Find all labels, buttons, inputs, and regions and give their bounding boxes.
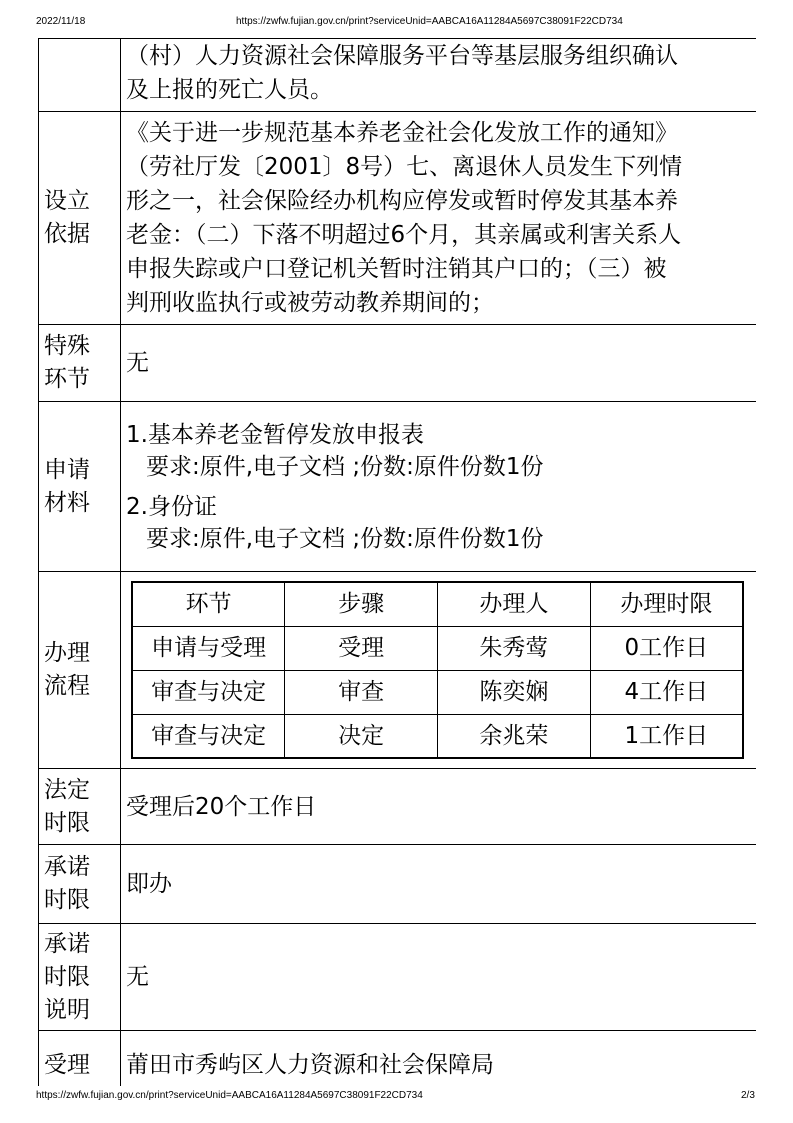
- service-info-table-wrapper: [38, 38, 756, 1086]
- row-acceptance: [39, 1031, 757, 1087]
- service-info-table: [38, 38, 756, 1086]
- text-line: 《关于进一步规范基本养老金社会化发放工作的通知》: [126, 120, 678, 146]
- text-line: 判刑收监执行或被劳动教养期间的；: [126, 290, 494, 316]
- row-process: [39, 572, 757, 769]
- print-date: 2022/11/18: [36, 16, 86, 27]
- row-promise-limit: [39, 845, 757, 924]
- label-line: 说明: [44, 996, 90, 1023]
- print-url-header: https://zwfw.fujian.gov.cn/print?serviceUnid=AABCA16A11284A5697C38091F22CD734: [236, 16, 623, 27]
- process-cell: 审查: [285, 670, 438, 714]
- row-content: [121, 112, 757, 325]
- row-basis: [39, 112, 757, 325]
- label-line: 流程: [44, 673, 90, 699]
- process-row: [132, 714, 743, 758]
- process-row: [132, 626, 743, 670]
- process-cell: 申请与受理: [132, 626, 285, 670]
- row-content: 莆田市秀屿区人力资源和社会保障局: [121, 1031, 757, 1087]
- label-line: 申请: [44, 456, 90, 483]
- row-label: [39, 572, 121, 769]
- row-label: [39, 1031, 121, 1087]
- text-line: （劳社厅发〔2001〕8号）七、离退休人员发生下列情: [126, 154, 683, 180]
- material-requirement: 要求:原件,电子文档 ;份数:原件份数1份: [146, 525, 544, 552]
- material-requirement: 要求:原件,电子文档 ;份数:原件份数1份: [146, 453, 544, 480]
- row-legal-limit: [39, 769, 757, 845]
- label-line: 材料: [44, 489, 90, 516]
- page-number: 2/3: [741, 1090, 755, 1101]
- text-line: 形之一，社会保险经办机构应停发或暂时停发其基本养: [126, 188, 678, 214]
- row-label: [39, 325, 121, 402]
- label-line: 承诺: [44, 930, 90, 957]
- process-header-cell: 办理人: [438, 582, 591, 626]
- row-label: [39, 39, 121, 112]
- process-cell: 审查与决定: [132, 670, 285, 714]
- process-header-cell: 环节: [132, 582, 285, 626]
- process-cell: 朱秀莺: [438, 626, 591, 670]
- material-title: 2.身份证: [126, 493, 217, 520]
- process-header-cell: 步骤: [285, 582, 438, 626]
- text-line: （村）人力资源社会保障服务平台等基层服务组织确认: [126, 43, 678, 69]
- row-materials: [39, 402, 757, 572]
- label-line: 办理: [44, 640, 90, 666]
- row-special: [39, 325, 757, 402]
- row-label: [39, 924, 121, 1031]
- process-cell: 受理: [285, 626, 438, 670]
- row-content: 受理后20个工作日: [121, 769, 757, 845]
- process-cell: 1工作日: [590, 714, 743, 758]
- process-row: [132, 670, 743, 714]
- row-content: 无: [121, 924, 757, 1031]
- process-cell: 审查与决定: [132, 714, 285, 758]
- text-line: 及上报的死亡人员。: [126, 77, 333, 103]
- material-title: 1.基本养老金暂停发放申报表: [126, 421, 424, 448]
- process-header-row: [132, 582, 743, 626]
- text-line: 申报失踪或户口登记机关暂时注销其户口的；（三）被: [126, 256, 667, 282]
- process-cell: 4工作日: [590, 670, 743, 714]
- process-cell: 余兆荣: [438, 714, 591, 758]
- process-cell: 0工作日: [590, 626, 743, 670]
- label-line: 时限: [44, 809, 90, 836]
- row-content: [121, 39, 757, 112]
- label-line: 环节: [44, 366, 90, 392]
- row-label: [39, 769, 121, 845]
- label-line: 时限: [44, 887, 90, 913]
- print-url-footer: https://zwfw.fujian.gov.cn/print?serviceUnid=AABCA16A11284A5697C38091F22CD734: [36, 1090, 423, 1101]
- row-continuation: [39, 39, 757, 112]
- label-line: 承诺: [44, 854, 90, 880]
- row-content: [121, 402, 757, 572]
- row-label: [39, 845, 121, 924]
- row-label: [39, 402, 121, 572]
- process-cell: 决定: [285, 714, 438, 758]
- process-table: [131, 581, 744, 759]
- text-line: 老金：（二）下落不明超过6个月，其亲属或利害关系人: [126, 222, 682, 248]
- row-content: 即办: [121, 845, 757, 924]
- material-item: [126, 491, 751, 555]
- process-header-cell: 办理时限: [590, 582, 743, 626]
- label-line: 法定: [44, 776, 90, 803]
- material-item: [126, 419, 751, 483]
- row-promise-note: [39, 924, 757, 1031]
- row-content: 无: [121, 325, 757, 402]
- process-cell: 陈奕娴: [438, 670, 591, 714]
- label-line: 时限: [44, 963, 90, 990]
- label-line: 依据: [44, 221, 90, 247]
- row-content: [121, 572, 757, 769]
- label-line: 设立: [44, 188, 90, 214]
- label-line: 特殊: [44, 333, 90, 359]
- row-label: [39, 112, 121, 325]
- label-line: 受理: [44, 1052, 90, 1078]
